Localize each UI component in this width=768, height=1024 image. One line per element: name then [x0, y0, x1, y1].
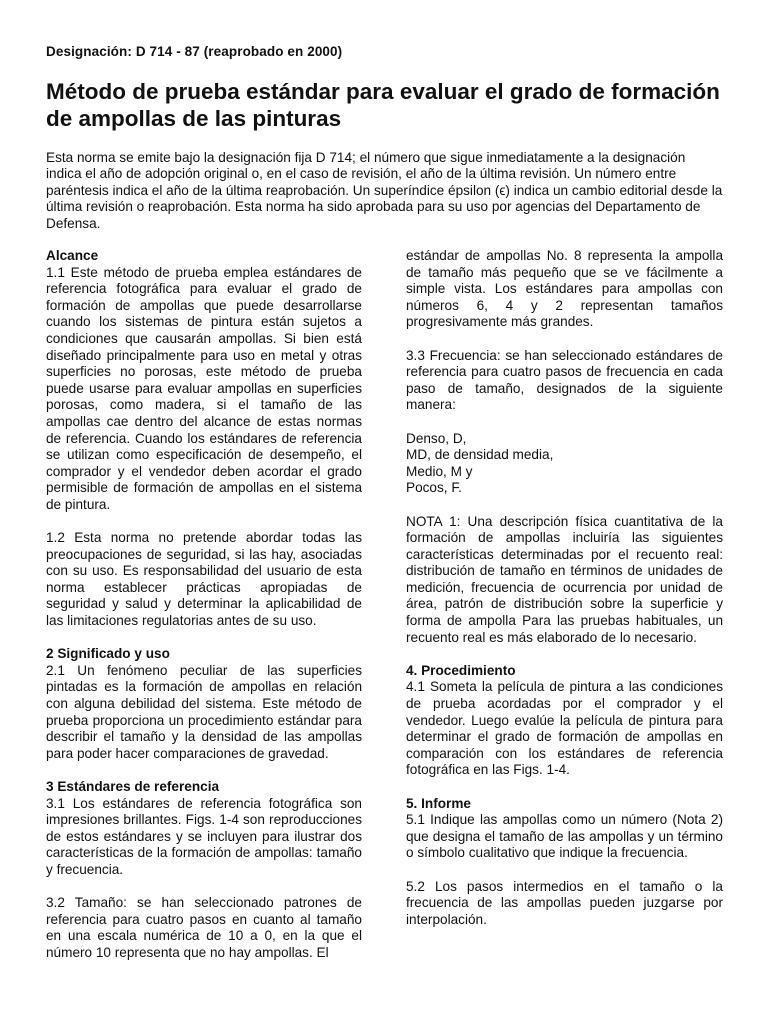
paragraph-3-1: 3.1 Los estándares de referencia fotográfica son impresiones brillantes. Figs. 1-4 son reproducciones de estos estándares y se incluyen para ilustrar dos características de la formación de ampollas: tamaño y frecuencia. — [46, 795, 362, 877]
paragraph-2-1: 2.1 Un fenómeno peculiar de las superficies pintadas es la formación de ampollas en relación con alguna debilidad del sistema. Este método de prueba proporciona un procedimiento estándar para describir el tamaño y la densidad de las ampollas para poder hacer comparaciones de gravedad. — [46, 662, 362, 761]
paragraph-1-2: 1.2 Esta norma no pretende abordar todas las preocupaciones de seguridad, si las hay, asociadas con su uso. Es responsabilidad del usuario de esta norma establecer prácticas apropiadas de seguridad y salud y determinar la aplicabilidad de las limitaciones regulatorias antes de su uso. — [46, 530, 362, 629]
paragraph-4-1: 4.1 Someta la película de pintura a las condiciones de prueba acordadas por el comprador y el vendedor. Luego evalúe la película de pintura para determinar el grado de formación de ampollas en comparación con los estándares de referencia fotográfica en las Figs. 1-4. — [406, 679, 723, 778]
designation-line: Designación: D 714 - 87 (reaprobado en 2000) — [46, 44, 343, 59]
right-column — [406, 248, 723, 928]
section-heading-3: 3 Estándares de referencia — [46, 779, 220, 794]
section-heading-2: 2 Significado y uso — [46, 646, 170, 662]
paragraph-3-2: 3.2 Tamaño: se han seleccionado patrones de referencia para cuatro pasos en cuanto al tamaño en una escala numérica de 10 a 0, en la que el número 10 representa que no hay ampollas. El — [46, 895, 362, 960]
paragraph-3-2-continued: estándar de ampollas No. 8 representa la ampolla de tamaño más pequeño que se ve fácilmente a simple vista. Los estándares para ampollas con números 6, 4 y 2 representan tamaños progresivamente más grandes. — [406, 248, 723, 330]
intro-paragraph: Esta norma se emite bajo la designación fija D 714; el número que sigue inmediatamente a la designación indica el año de adopción original o, en el caso de revisión, el año de la última revisión. Un número entre paréntesis indica el año de la última reaprobación. Un superíndice épsilon (ϵ) indica un cambio editorial desde la última revisión o reaprobación. Esta norma ha sido aprobada para su uso por agencias del Departamento de Defensa. — [46, 150, 723, 231]
section-heading-4: 4. Procedimiento — [406, 662, 516, 678]
note-1: NOTA 1: Una descripción física cuantitativa de la formación de ampollas incluiría las siguientes características determinadas por el recuento real: distribución de tamaño en términos de unidades de medición, frecuencia de ocurrencia por unidad de área, patrón de distribución sobre la superficie y forma de ampolla Para las pruebas habituales, un recuento real es más elaborado de lo necesario. — [406, 513, 723, 645]
paragraph-3-3: 3.3 Frecuencia: se han seleccionado estándares de referencia para cuatro pasos de frecuencia en cada paso de tamaño, designados de la siguiente manera: — [406, 347, 723, 413]
document-title: Método de prueba estándar para evaluar el grado de formación de ampollas de las pinturas — [46, 79, 720, 131]
frequency-list — [406, 431, 723, 497]
section-heading-5: 5. Informe — [406, 795, 471, 811]
list-item: MD, de densidad media, — [406, 447, 554, 463]
section-heading-alcance: Alcance — [46, 248, 99, 263]
list-item: Medio, M y — [406, 463, 473, 479]
paragraph-5-1: 5.1 Indique las ampollas como un número (Nota 2) que designa el tamaño de las ampollas y un término o símbolo cualitativo que indique la frecuencia. — [406, 812, 723, 861]
paragraph-1-1: 1.1 Este método de prueba emplea estándares de referencia fotográfica para evaluar el grado de formación de ampollas que puede desarrollarse cuando los sistemas de pintura están sujetos a condiciones que causarán ampollas. Si bien está diseñado principalmente para uso en metal y otras superficies no porosas, este método de prueba puede usarse para evaluar ampollas en superficies porosas, como madera, si el tamaño de las ampollas cae dentro del alcance de estas normas de referencia. Cuando los estándares de referencia se utilizan como especificación de desempeño, el comprador y el vendedor deben acordar el grado permisible de formación de ampollas en el sistema de pintura. — [46, 264, 362, 512]
paragraph-5-2: 5.2 Los pasos intermedios en el tamaño o la frecuencia de las ampollas pueden juzgarse por interpolación. — [406, 878, 723, 927]
left-column — [46, 248, 362, 962]
list-item: Denso, D, — [406, 430, 467, 446]
list-item: Pocos, F. — [406, 480, 462, 496]
